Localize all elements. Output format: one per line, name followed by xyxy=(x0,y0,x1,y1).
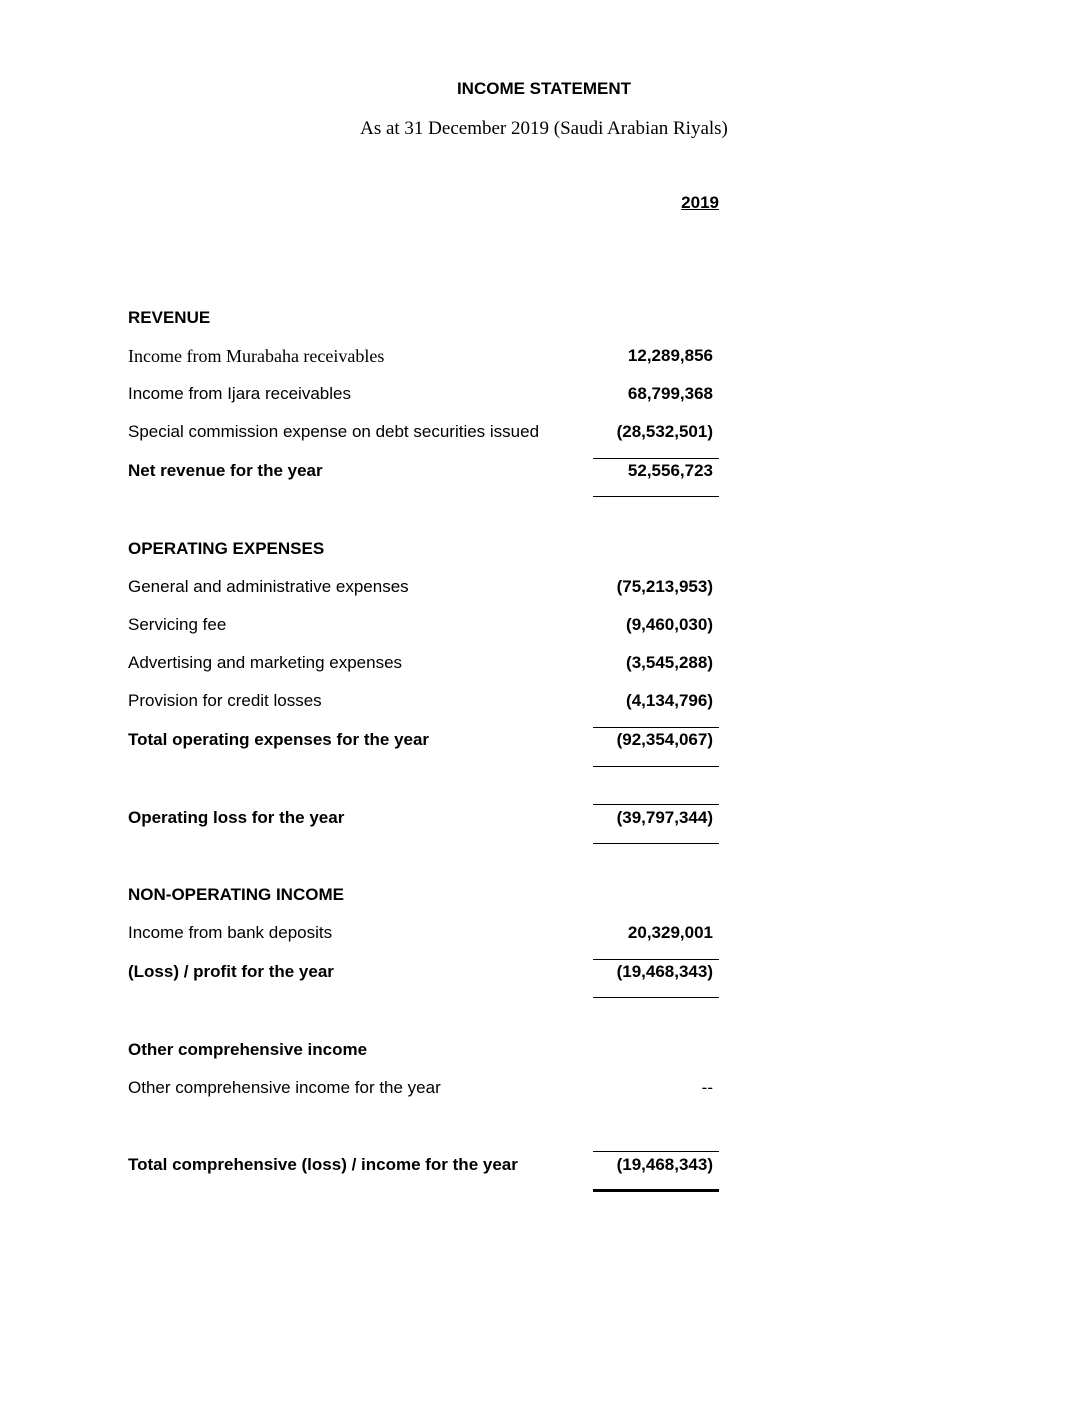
total-value-operating-loss: (39,797,344) xyxy=(616,808,713,827)
section-heading-other-comprehensive-income: Other comprehensive income xyxy=(128,1040,368,1059)
row-label-provision: Provision for credit losses xyxy=(128,691,322,710)
row-value-general-admin: (75,213,953) xyxy=(616,577,713,596)
row-value-advertising: (3,545,288) xyxy=(626,653,713,672)
row-label-special-commission: Special commission expense on debt securities issued xyxy=(128,422,540,441)
section-heading-revenue: REVENUE xyxy=(128,308,211,327)
total-label-loss-profit: (Loss) / profit for the year xyxy=(128,962,334,981)
total-value-loss-profit: (19,468,343) xyxy=(616,962,713,981)
total-value-net-revenue: 52,556,723 xyxy=(627,461,713,480)
subtotal-rule xyxy=(593,458,719,459)
row-value-ijara: 68,799,368 xyxy=(627,384,713,403)
row-value-bank-deposits: 20,329,001 xyxy=(627,923,713,942)
total-rule xyxy=(593,766,719,767)
row-value-special-commission: (28,532,501) xyxy=(616,422,713,441)
total-label-net-revenue: Net revenue for the year xyxy=(128,461,323,480)
column-header-year: 2019 xyxy=(681,193,719,212)
row-value-provision: (4,134,796) xyxy=(626,691,713,710)
total-rule xyxy=(593,496,719,497)
total-value-operating-expenses: (92,354,067) xyxy=(616,730,713,749)
total-label-operating-loss: Operating loss for the year xyxy=(128,808,345,827)
subtotal-rule xyxy=(593,1151,719,1152)
row-label-general-admin: General and administrative expenses xyxy=(128,577,409,596)
page-subtitle: As at 31 December 2019 (Saudi Arabian Riyals) xyxy=(360,118,728,139)
row-value-servicing-fee: (9,460,030) xyxy=(626,615,713,634)
total-rule xyxy=(593,843,719,844)
row-label-oci-for-year: Other comprehensive income for the year xyxy=(128,1078,441,1097)
subtotal-rule xyxy=(593,727,719,728)
total-value-total-comprehensive: (19,468,343) xyxy=(616,1155,713,1174)
row-label-murabaha: Income from Murabaha receivables xyxy=(128,346,385,366)
section-heading-operating-expenses: OPERATING EXPENSES xyxy=(128,539,325,558)
row-label-advertising: Advertising and marketing expenses xyxy=(128,653,403,672)
grand-total-rule xyxy=(593,1189,719,1192)
section-heading-non-operating-income: NON-OPERATING INCOME xyxy=(128,885,344,904)
subtotal-rule xyxy=(593,804,719,805)
row-value-murabaha: 12,289,856 xyxy=(627,346,713,365)
row-label-ijara: Income from Ijara receivables xyxy=(128,384,351,403)
total-label-operating-expenses: Total operating expenses for the year xyxy=(128,730,430,749)
total-rule xyxy=(593,997,719,998)
row-label-bank-deposits: Income from bank deposits xyxy=(128,923,333,942)
subtotal-rule xyxy=(593,959,719,960)
total-label-total-comprehensive: Total comprehensive (loss) / income for the year xyxy=(128,1155,518,1174)
row-value-oci-for-year: -- xyxy=(701,1078,713,1097)
row-label-servicing-fee: Servicing fee xyxy=(128,615,227,634)
page-title: INCOME STATEMENT xyxy=(456,79,632,98)
